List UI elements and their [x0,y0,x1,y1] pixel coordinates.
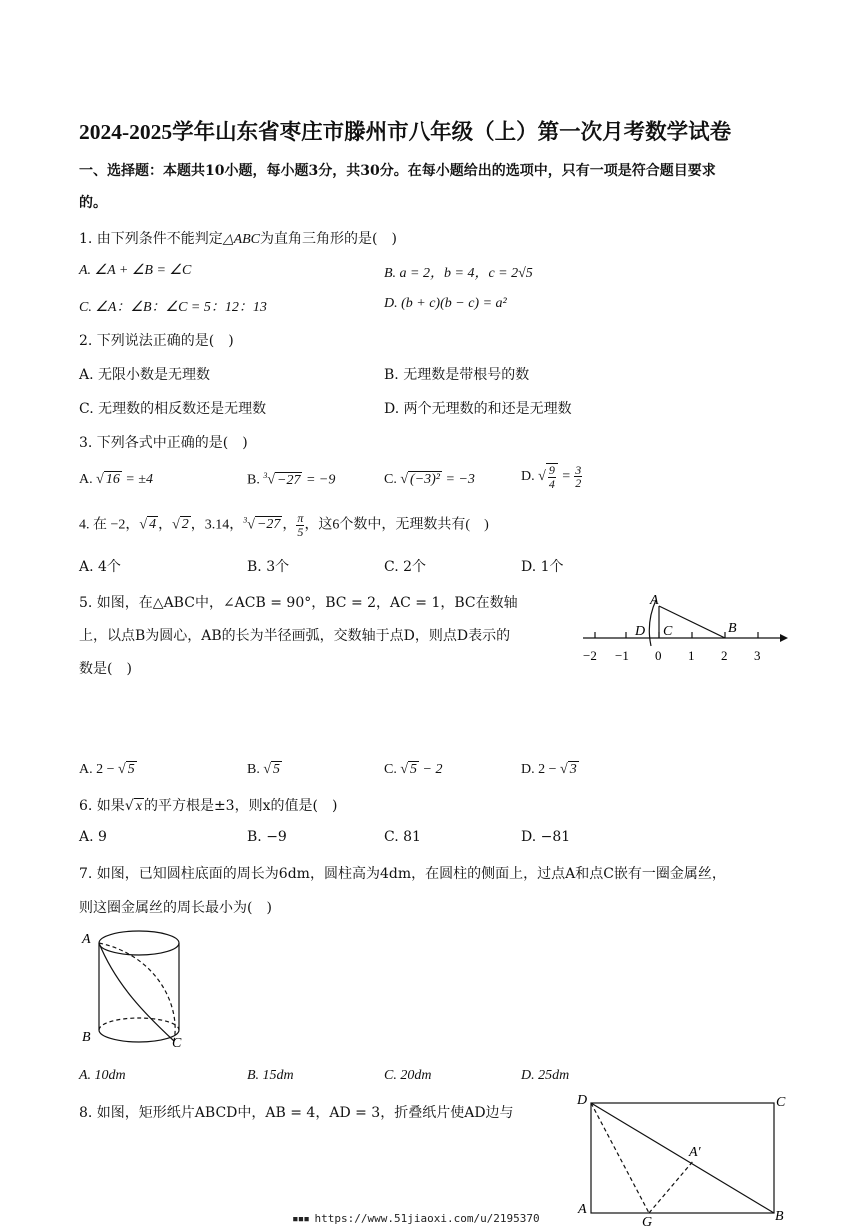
label-g: G [642,1215,653,1227]
page-title: 2024-2025学年山东省枣庄市滕州市八年级（上）第一次月考数学试卷 [79,120,732,144]
q5-a-radicand: 5 [127,762,135,777]
diagonal-db [591,1103,774,1213]
label-b: B [82,1030,91,1045]
q4-pi-num: π [297,511,304,525]
q2-option-b[interactable]: B. 无理数是带根号的数 [384,367,530,383]
cylinder-bottom-front [99,1030,179,1042]
fold-ga [649,1160,694,1213]
q4-sep1: ， [158,517,173,533]
q5-c-label: C. [384,762,397,777]
q5-c-rest: − 2 [422,762,443,777]
axis-arrow [780,634,788,642]
q3-option-a[interactable]: A. √ 16 = ±4 [79,472,153,487]
tick-1: 1 [688,648,695,663]
tick-neg1: −1 [615,648,629,663]
q5-number-line-figure [575,588,790,668]
label-a: A [578,1202,587,1217]
q6-option-d[interactable]: D. −81 [521,829,571,845]
q7-stem-line1: 7. 如图，已知圆柱底面的周长为6dm，圆柱高为4dm，在圆柱的侧面上，过点A和点C嵌有一圈金属丝， [79,866,726,882]
q4-option-a[interactable]: A. 4个 [79,559,121,575]
q3-d-eq: = [561,468,571,484]
q5-b-radicand: 5 [273,762,281,777]
q3-d-label: D. [521,468,535,484]
watermark-url [292,1212,540,1225]
q3-a-label: A. [79,472,93,487]
q5-option-b[interactable]: B. √ 5 [247,762,281,777]
label-a: A [82,932,91,947]
q3-a-rest: = ±4 [125,472,153,487]
q3-b-label: B. [247,472,260,488]
q5-option-a[interactable]: A. 2 − √ 5 [79,762,135,777]
q2-option-c[interactable]: C. 无理数的相反数还是无理数 [79,401,267,417]
label-a: A [650,593,659,608]
tick-2: 2 [721,648,728,663]
q5-a-label: A. 2 − [79,762,115,777]
q3-d-den: 4 [548,476,555,491]
q1-stem-tail: 为直角三角形的是( ) [260,231,397,247]
q7-option-a[interactable]: A. 10dm [79,1068,126,1083]
label-c: C [172,1036,182,1051]
q3-c-rest: = −3 [445,472,475,487]
q5-b-label: B. [247,762,260,777]
q6-option-b[interactable]: B. −9 [247,829,287,845]
q4-sep2: ，3.14， [190,517,244,533]
q4-stem-tail: ，这6个数中，无理数共有( ) [304,517,489,533]
wire-front [99,943,174,1041]
watermark-dots-icon: ▪▪▪ [292,1212,315,1225]
q4-option-b[interactable]: B. 3个 [247,559,290,575]
section-heading: 一、选择题：本题共10小题，每小题3分，共30分。在每小题给出的选项中，只有一项是符合题目要求 [79,163,716,179]
q4-sqrt2: 2 [181,517,189,533]
q8-stem-line1: 8. 如图，矩形纸片ABCD中，AB = 4，AD = 3，折叠纸片使AD边与 [79,1105,514,1121]
q8-rectangle-figure [572,1090,792,1227]
q3-stem: 3. 下列各式中正确的是( ) [79,435,248,451]
q1-stem [79,228,397,248]
q3-d-rden: 2 [575,476,582,491]
tick-neg2: −2 [583,648,597,663]
q3-option-d[interactable]: D. √ $\frac{9}{4}$ = $\frac{3}{2}$ [521,462,582,491]
q7-option-c[interactable]: C. 20dm [384,1068,432,1083]
q1-option-b[interactable]: B. a = 2，b = 4，c = 2√5 [384,266,533,281]
q3-c-radicand: (−3)² [410,472,440,487]
q7-option-b[interactable]: B. 15dm [247,1068,294,1083]
q3-a-radicand: 16 [105,472,120,487]
tick-3: 3 [754,648,761,663]
q5-option-c[interactable]: C. √ 5 − 2 [384,762,443,777]
q6-option-c[interactable]: C. 81 [384,829,421,845]
tick-0: 0 [655,648,662,663]
q7-cylinder-figure [76,925,191,1055]
q7-stem-line2: 则这圈金属丝的周长最小为( ) [79,900,272,916]
q4-option-d[interactable]: D. 1个 [521,559,564,575]
q3-option-c[interactable]: C. √ (−3)² = −3 [384,472,475,487]
q1-option-a[interactable]: A. ∠A + ∠B = ∠C [79,263,192,278]
q1-triangle: △ABC [222,232,261,247]
fold-dg [591,1103,649,1213]
q5-stem-line3: 数是( ) [79,661,132,677]
q2-stem: 2. 下列说法正确的是( ) [79,333,234,349]
q5-c-radicand: 5 [410,762,418,777]
q4-option-c[interactable]: C. 2个 [384,559,427,575]
label-c: C [663,624,673,639]
q4-sep3: ， [282,517,297,533]
q3-option-b[interactable]: B. $^3$√ −27 = −9 [247,471,336,488]
cylinder-top [99,931,179,955]
q1-option-c[interactable]: C. ∠A：∠B：∠C = 5：12：13 [79,300,267,315]
q4-cbrt: −27 [256,517,281,533]
q3-d-fraction [546,463,558,490]
q2-option-d[interactable]: D. 两个无理数的和还是无理数 [384,401,572,417]
q3-b-index: 3 [263,471,268,480]
label-c: C [776,1095,786,1110]
cylinder-bottom-back [99,1018,179,1030]
label-d: D [577,1093,588,1108]
q3-c-label: C. [384,472,397,487]
q7-option-d[interactable]: D. 25dm [521,1068,570,1083]
wire-back [99,943,175,1041]
q4-sqrt4: 4 [149,517,157,533]
q3-b-rest: = −9 [305,472,336,488]
q3-d-result [574,464,582,490]
q6-stem-text: 6. 如果 [79,798,125,814]
q3-d-rnum: 3 [575,462,582,477]
q1-option-d[interactable]: D. (b + c)(b − c) = a² [384,296,507,311]
q3-d-num: 9 [548,463,555,477]
q6-radicand: x [135,799,142,814]
q6-stem-tail: 的平方根是±3，则x的值是( ) [143,798,338,814]
label-a-prime: A′ [689,1145,701,1160]
q4-stem: 4. 在 −2，√ 4 ，√ 2 ，3.14，$^3$√ −27 ， $\frac{\pi}{5}$ ，这6个数中，无理数共有( ) [79,511,489,539]
q2-option-a[interactable]: A. 无限小数是无理数 [79,367,211,383]
label-b: B [728,621,737,636]
q5-stem-line1: 5. 如图，在△ABC中，∠ACB = 90°，BC = 2，AC = 1，BC在数轴 [79,595,518,611]
q4-pi-den: 5 [297,524,304,539]
watermark-text: https://www.51jiaoxi.com/u/2195370 [314,1212,540,1225]
label-d: D [635,624,646,639]
q5-option-d[interactable]: D. 2 − √ 3 [521,762,577,777]
q1-stem-text: 1. 由下列条件不能判定 [79,231,223,247]
q4-stem-text: 4. 在 −2， [79,517,140,533]
label-b: B [775,1209,784,1224]
q5-stem-line2: 上，以点B为圆心，AB的长为半径画弧，交数轴于点D，则点D表示的 [79,628,511,644]
q5-d-label: D. 2 − [521,762,557,777]
section-heading-cont: 的。 [79,195,107,211]
q3-b-radicand: −27 [277,472,301,488]
q6-option-a[interactable]: A. 9 [79,829,107,845]
q5-d-radicand: 3 [569,762,577,777]
tick-labels [583,648,761,663]
q6-stem: 6. 如果√ x 的平方根是±3，则x的值是( ) [79,798,338,814]
q4-cbrt-index: 3 [243,515,248,525]
